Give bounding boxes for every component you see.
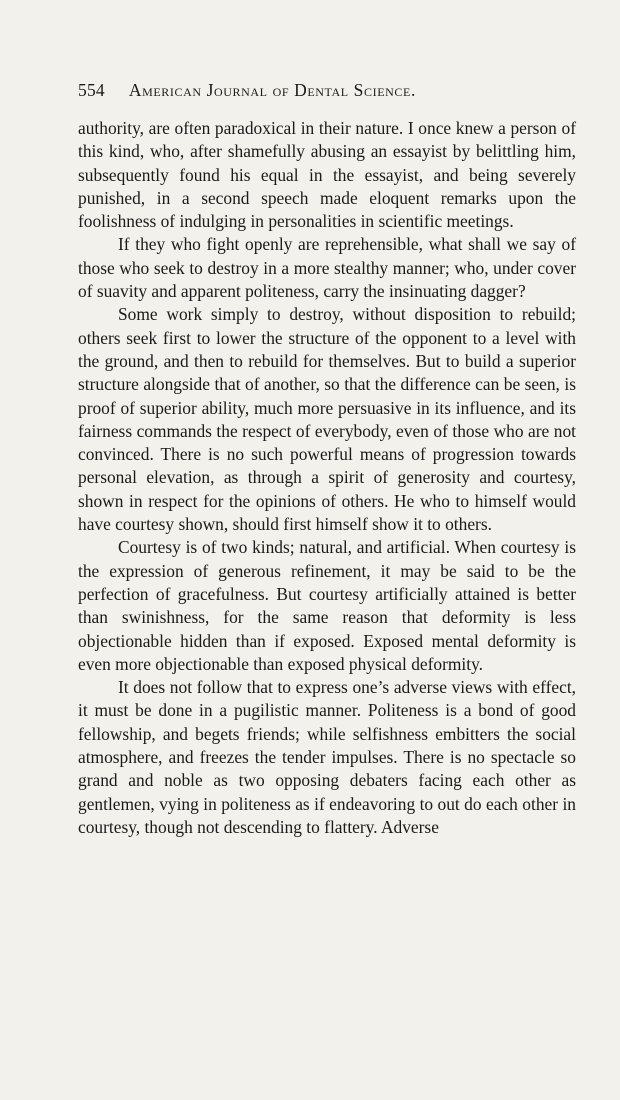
paragraph: It does not follow that to express one’s adverse views with effect, it must be done in a pugilistic manner. Politeness is a bond of good fellowship, and begets friends; while selfishness embitters the social atmosphere, and freezes the tender impulses. There is no spectacle so grand and noble as two opposing debaters facing each other as gentlemen, vying in politeness as if endeavoring to out do each other in courtesy, though not descending to flattery. Adverse [78, 677, 576, 837]
body-text [78, 117, 576, 839]
running-head [78, 78, 580, 102]
paragraph: If they who fight openly are reprehensible, what shall we say of those who seek to destroy in a more stealthy manner; who, under cover of suavity and apparent politeness, carry the insinuating dagger? [78, 234, 576, 302]
page-number: 554 [78, 80, 105, 100]
paragraph: Some work simply to destroy, without disposition to rebuild; others seek first to lower the structure of the opponent to a level with the ground, and then to rebuild for themselves. But to build a superior structure alongside that of another, so that the difference can be seen, is proof of superior ability, much more persuasive in its influence, and its fairness commands the respect of everybody, even of those who are not convinced. There is no such powerful means of progression towards personal elevation, as through a spirit of generosity and courtesy, shown in respect for the opinions of others. He who to himself would have courtesy shown, should first himself show it to others. [78, 304, 576, 535]
paragraph-continued: authority, are often paradoxical in their nature. I once knew a person of this kind, who, after shamefully abusing an essayist by belittling him, subsequently found his equal in the essayist, and being severely punished, in a second speech made eloquent remarks upon the foolishness of indulging in personalities in scientific meetings. [78, 118, 576, 232]
journal-title: American Journal of Dental Science. [128, 80, 416, 100]
paragraph: Courtesy is of two kinds; natural, and artificial. When courtesy is the expression of generous refinement, it may be said to be the perfection of gracefulness. But courtesy artificially attained is better than swinishness, for the same reason that deformity is less objectionable hidden than if exposed. Exposed mental deformity is even more objectionable than exposed physical deformity. [78, 537, 576, 674]
